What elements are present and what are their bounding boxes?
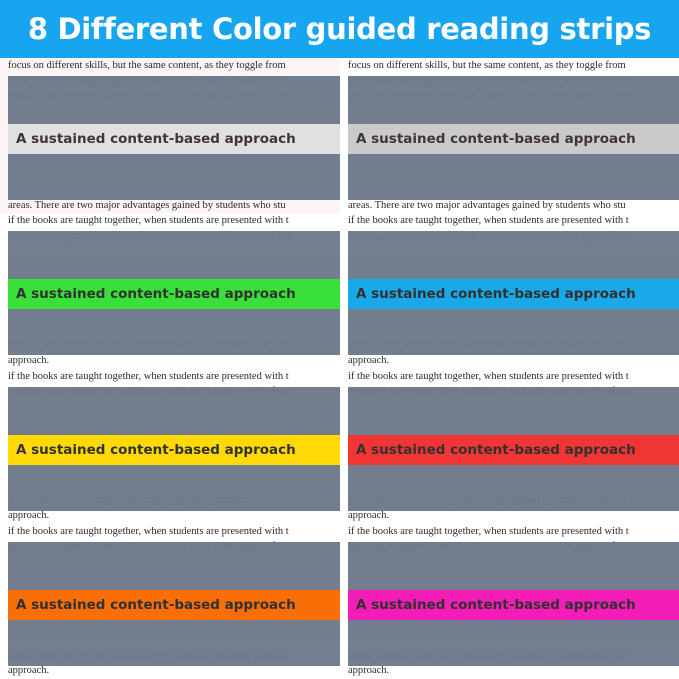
panel-strip-magenta — [340, 524, 679, 679]
doc-line: if the books are taught together, when students are presented with t — [348, 215, 629, 227]
reading-strip-magenta[interactable] — [348, 542, 679, 666]
strip-window[interactable] — [8, 124, 340, 154]
strip-window-text: A sustained content-based approach — [16, 441, 296, 458]
reading-strip-white[interactable] — [8, 76, 340, 200]
doc-line: areas. There are two major advantages gained by students who stu — [8, 199, 286, 211]
strip-window[interactable] — [8, 590, 340, 620]
strip-window-text: A sustained content-based approach — [16, 596, 296, 613]
reading-strip-grey[interactable] — [348, 76, 679, 200]
doc-line: if the books are taught together, when students are presented with t — [8, 370, 289, 382]
doc-line: approach. — [348, 354, 390, 366]
reading-strip-red[interactable] — [348, 387, 679, 511]
doc-line: if the books are taught together, when students are presented with t — [348, 370, 629, 382]
panel-strip-green — [0, 213, 340, 368]
strip-window[interactable] — [348, 124, 679, 154]
doc-line: if the books are taught together, when students are presented with t — [348, 525, 629, 537]
reading-strip-yellow[interactable] — [8, 387, 340, 511]
panel-strip-yellow — [0, 369, 340, 524]
doc-line: approach. — [8, 510, 50, 521]
banner-title: 8 Different Color guided reading strips — [27, 12, 652, 46]
header-banner — [0, 0, 679, 58]
strip-window-text: A sustained content-based approach — [16, 131, 296, 147]
strip-window[interactable] — [348, 590, 679, 620]
doc-line: approach. — [8, 665, 50, 677]
strip-window-text: A sustained content-based approach — [356, 441, 636, 458]
panel-strip-orange — [0, 524, 340, 679]
reading-strip-blue[interactable] — [348, 231, 679, 355]
strip-window[interactable] — [8, 435, 340, 465]
doc-line: approach. — [348, 510, 390, 521]
strip-window[interactable] — [348, 279, 679, 309]
panel-strip-red — [340, 369, 679, 524]
reading-strip-green[interactable] — [8, 231, 340, 355]
panel-strip-blue — [340, 213, 679, 368]
doc-line: approach. — [348, 665, 390, 677]
doc-line: focus on different skills, but the same content, as they toggle from — [348, 60, 626, 71]
strip-window-text: A sustained content-based approach — [356, 131, 636, 147]
doc-line: focus on different skills, but the same content, as they toggle from — [8, 60, 286, 71]
strip-window-text: A sustained content-based approach — [356, 596, 636, 613]
strip-window[interactable] — [8, 279, 340, 309]
doc-line: if the books are taught together, when students are presented with t — [8, 525, 289, 537]
panel-strip-white — [0, 58, 340, 213]
doc-line: if the books are taught together, when students are presented with t — [8, 215, 289, 227]
panel-grid — [0, 58, 679, 679]
strip-window-text: A sustained content-based approach — [356, 286, 636, 303]
reading-strip-orange[interactable] — [8, 542, 340, 666]
doc-line: approach. — [8, 354, 50, 366]
strip-window[interactable] — [348, 435, 679, 465]
panel-strip-grey — [340, 58, 679, 213]
doc-line: areas. There are two major advantages gained by students who stu — [348, 199, 626, 211]
strip-window-text: A sustained content-based approach — [16, 286, 296, 303]
